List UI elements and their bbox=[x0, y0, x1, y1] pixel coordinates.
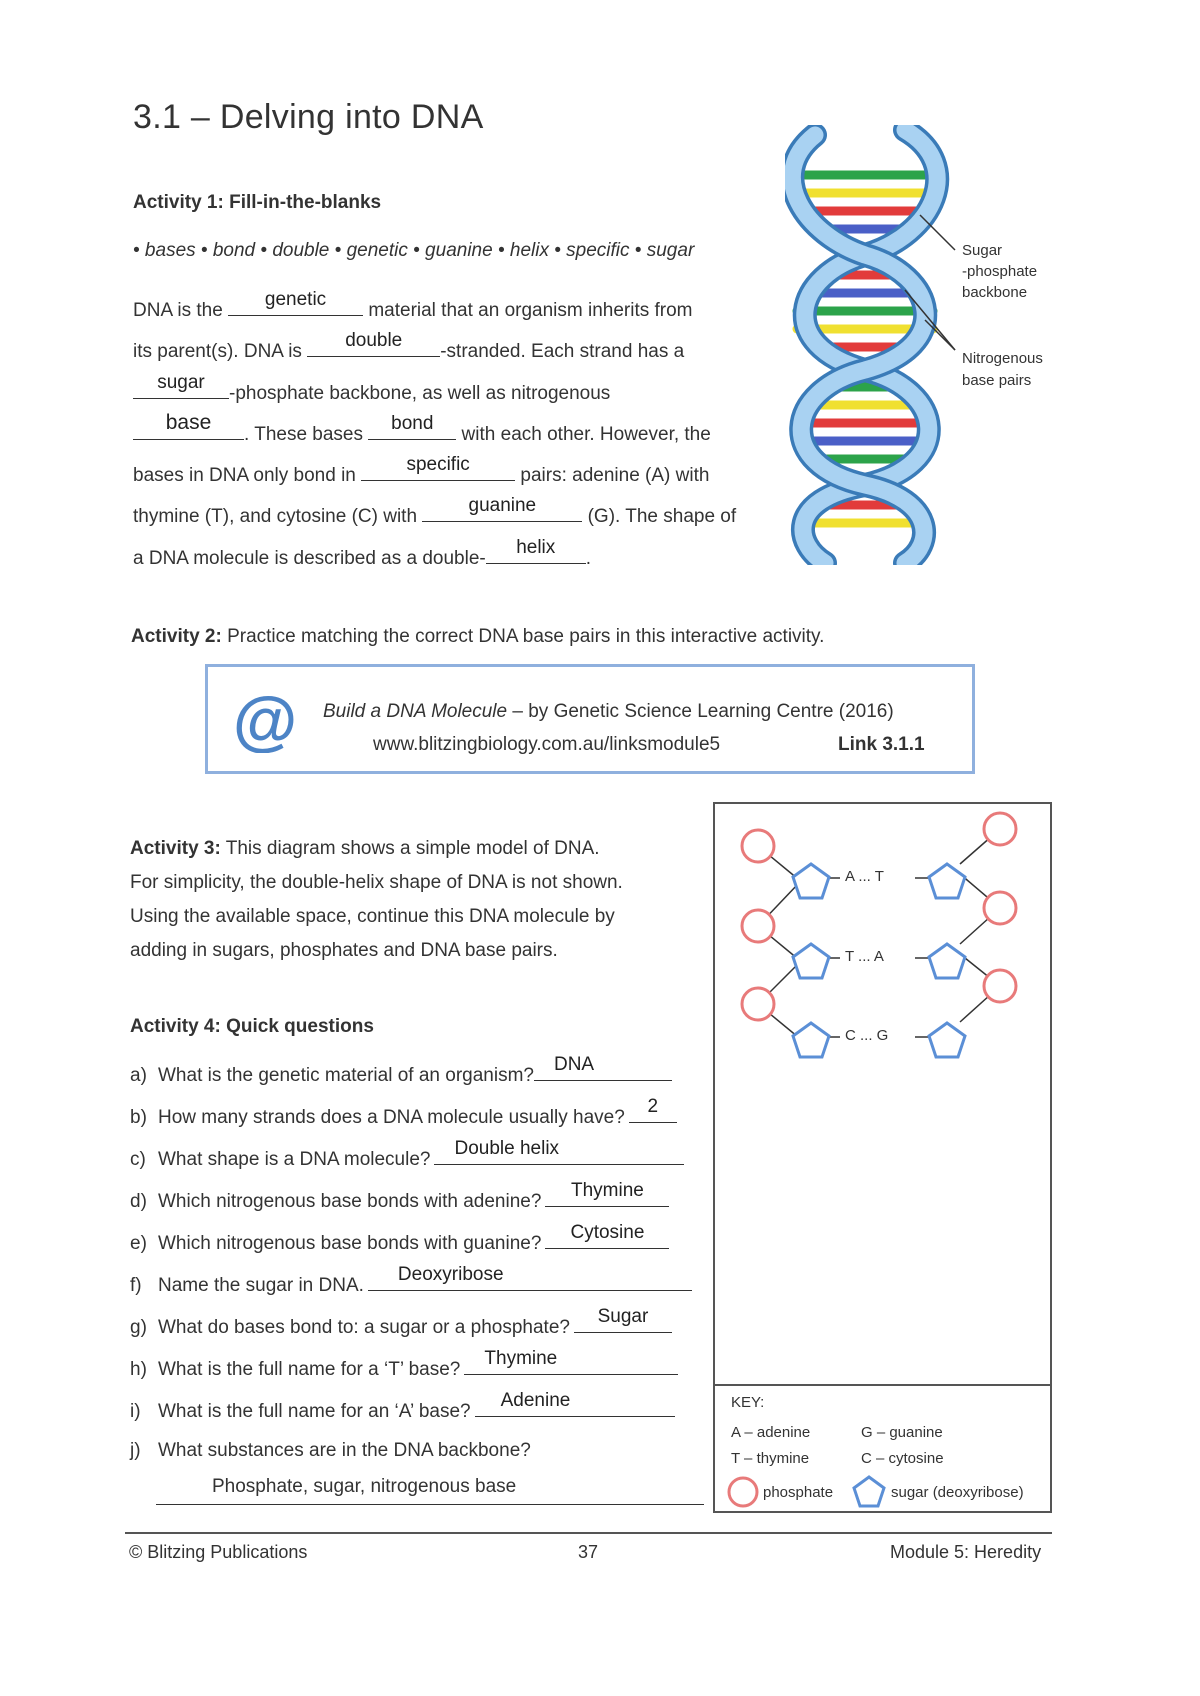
svg-text:@: @ bbox=[232, 687, 298, 753]
fill-line-7: a DNA molecule is described as a double- helix . bbox=[133, 537, 592, 569]
question-i: i) What is the full name for an ‘A’ base? Adenine bbox=[130, 1398, 675, 1423]
diagram-pointer-lines bbox=[900, 205, 960, 365]
fill-line-3: sugar -phosphate backbone, as well as nitrogenous bbox=[133, 380, 610, 405]
question-d: d) Which nitrogenous base bonds with adenine? Thymine bbox=[130, 1188, 669, 1213]
question-a: a) What is the genetic material of an organism? DNA bbox=[130, 1062, 672, 1087]
answer-a[interactable]: DNA bbox=[534, 1062, 672, 1081]
base-pair-3: C ... G bbox=[845, 1027, 889, 1044]
key-thymine: T – thymine bbox=[731, 1450, 810, 1467]
blank-8[interactable]: helix bbox=[486, 545, 586, 564]
at-sign-icon bbox=[232, 687, 298, 753]
question-g: g) What do bases bond to: a sugar or a phosphate? Sugar bbox=[130, 1314, 672, 1339]
answer-e[interactable]: Cytosine bbox=[545, 1230, 669, 1249]
fill-line-5: bases in DNA only bond in specific pairs: adenine (A) with bbox=[133, 454, 710, 486]
blank-6[interactable]: specific bbox=[361, 462, 515, 481]
fill-line-2: its parent(s). DNA is double -stranded. Each strand has a bbox=[133, 330, 685, 362]
key-cytosine: C – cytosine bbox=[861, 1450, 944, 1467]
activity4-heading: Activity 4: Quick questions bbox=[130, 1016, 374, 1037]
activity3-text: Activity 3: This diagram shows a simple model of DNA. For simplicity, the double-helix shape of DNA is not shown. Using the available space, continue this DNA molecule by adding in sugars, phosphates and DNA base pairs. bbox=[130, 838, 623, 961]
base-pair-2: T ... A bbox=[845, 948, 884, 965]
key-guanine: G – guanine bbox=[861, 1424, 943, 1441]
question-f: f) Name the sugar in DNA. Deoxyribose bbox=[130, 1272, 692, 1297]
page-title: 3.1 – Delving into DNA bbox=[133, 98, 484, 136]
key-phosphate-label: phosphate bbox=[763, 1484, 834, 1501]
key-divider bbox=[715, 1384, 1050, 1386]
key-sugar-label: sugar (deoxyribose) bbox=[891, 1484, 1024, 1501]
answer-d[interactable]: Thymine bbox=[545, 1188, 669, 1207]
answer-f[interactable]: Deoxyribose bbox=[368, 1272, 692, 1291]
base-pair-1: A ... T bbox=[845, 868, 884, 885]
sugar-key-icon bbox=[849, 1472, 889, 1512]
footer-divider bbox=[125, 1532, 1052, 1534]
answer-i[interactable]: Adenine bbox=[475, 1398, 675, 1417]
question-b: b) How many strands does a DNA molecule usually have? 2 bbox=[130, 1104, 677, 1129]
link-ref: Link 3.1.1 bbox=[838, 734, 925, 755]
blank-7[interactable]: guanine bbox=[422, 503, 582, 522]
answer-c[interactable]: Double helix bbox=[434, 1146, 684, 1165]
blank-4[interactable]: base bbox=[133, 421, 244, 440]
answer-b[interactable]: 2 bbox=[629, 1104, 677, 1123]
blank-3[interactable]: sugar bbox=[133, 380, 229, 399]
answer-g[interactable]: Sugar bbox=[574, 1314, 672, 1333]
blank-5[interactable]: bond bbox=[368, 421, 456, 440]
blank-1[interactable]: genetic bbox=[228, 297, 363, 316]
dna-model-diagram bbox=[715, 804, 1050, 1064]
link-box bbox=[205, 664, 975, 774]
blank-2[interactable]: double bbox=[307, 338, 440, 357]
answer-h[interactable]: Thymine bbox=[464, 1356, 678, 1375]
phosphate-key-icon bbox=[723, 1472, 763, 1512]
word-bank: • bases • bond • double • genetic • guanine • helix • specific • sugar bbox=[133, 240, 695, 261]
link-title: Build a DNA Molecule – by Genetic Science Learning Centre (2016) bbox=[323, 701, 894, 722]
footer-module: Module 5: Heredity bbox=[890, 1542, 1042, 1562]
dna-model-panel[interactable] bbox=[713, 802, 1052, 1513]
base-pairs-label: Nitrogenous base pairs bbox=[962, 350, 1043, 389]
key-adenine: A – adenine bbox=[731, 1424, 811, 1441]
page-number: 37 bbox=[578, 1542, 599, 1562]
link-url[interactable]: www.blitzingbiology.com.au/linksmodule5 bbox=[373, 734, 721, 755]
fill-line-6: thymine (T), and cytosine (C) with guanine (G). The shape of bbox=[133, 495, 737, 527]
question-c: c) What shape is a DNA molecule? Double helix bbox=[130, 1146, 684, 1171]
fill-line-1: DNA is the genetic material that an organism inherits from bbox=[133, 289, 693, 321]
question-h: h) What is the full name for a ‘T’ base? Thymine bbox=[130, 1356, 678, 1381]
question-e: e) Which nitrogenous base bonds with guanine? Cytosine bbox=[130, 1230, 669, 1255]
footer-publisher: © Blitzing Publications bbox=[129, 1542, 308, 1562]
activity2-heading: Activity 2: Practice matching the correct DNA base pairs in this interactive activity. bbox=[131, 626, 825, 647]
key-title: KEY: bbox=[731, 1394, 765, 1411]
backbone-label: Sugar -phosphate backbone bbox=[962, 242, 1038, 301]
question-j: j) What substances are in the DNA backbone? bbox=[130, 1440, 531, 1461]
answer-j[interactable]: Phosphate, sugar, nitrogenous base bbox=[156, 1476, 704, 1505]
activity1-heading: Activity 1: Fill-in-the-blanks bbox=[133, 192, 382, 213]
fill-line-4: base . These bases bond with each other. However, the bbox=[133, 421, 711, 446]
